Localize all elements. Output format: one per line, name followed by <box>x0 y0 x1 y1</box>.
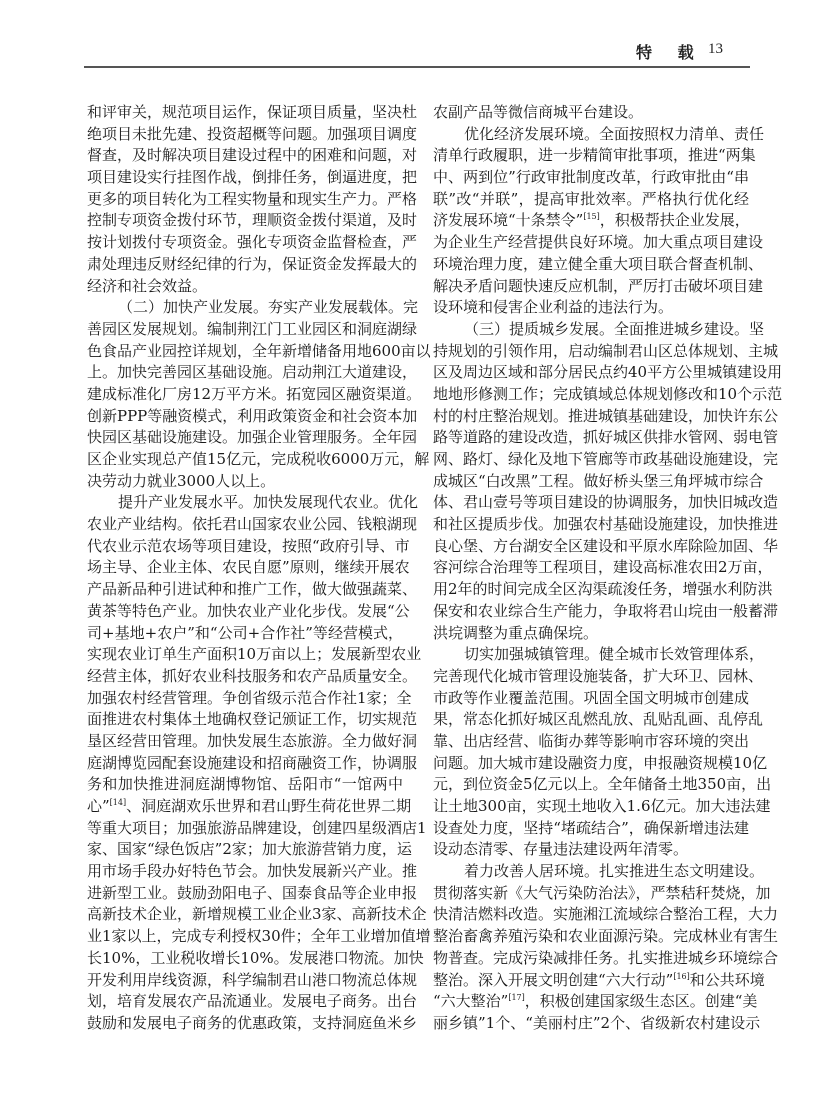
text-line <box>433 167 749 189</box>
line-text: 加强农村经营管理。争创省级示范合作社1家；全 <box>87 688 412 707</box>
line-text: 产品新品种引进试种和推广工作，做大做强蔬菜、 <box>87 580 418 599</box>
text-line <box>87 276 403 298</box>
text-line <box>87 492 419 514</box>
line-text: 肃处理违反财经纪律的行为，保证资金发挥最大的 <box>87 254 418 273</box>
line-text: 开发利用岸线资源，科学编制君山港口物流总体规 <box>87 970 418 989</box>
line-text: 优化经济发展环境。全面按照权力清单、责任 <box>464 124 765 143</box>
line-text: 洪垸调整为重点确保垸。 <box>433 623 599 642</box>
line-text: 用2年的时间完成全区沟渠疏浚任务，增强水利防洪 <box>433 580 773 599</box>
line-text: 贯彻落实新《大气污染防治法》，严禁秸秆焚烧，加 <box>433 883 771 902</box>
line-text: 整治畜禽养殖污染和农业面源污染。完成林业有害生 <box>433 927 779 946</box>
line-text: 市政等作业覆盖范围。巩固全国文明城市创建成 <box>433 688 749 707</box>
line-text: 果，常态化抓好城区乱燃乱放、乱贴乱画、乱停乱 <box>433 710 764 729</box>
line-text: 务和加快推进洞庭湖博物馆、岳阳市“一馆两中 <box>87 775 403 794</box>
line-text: 庭湖博览园配套设施建设和招商融资工作，协调服 <box>87 753 418 772</box>
text-line <box>433 579 773 601</box>
line-text: 场主导、企业主体、农民自愿”原则，继续开展农 <box>87 558 410 577</box>
text-line <box>433 818 749 840</box>
text-line <box>433 276 764 298</box>
line-text: 经济和社会效益。 <box>87 276 208 295</box>
line-text: 村的村庄整治规划。推进城镇基础建设，加快许东公 <box>433 406 779 425</box>
line-text: 中、两到位”行政审批制度改革，行政审批由“串 <box>433 168 749 187</box>
text-line <box>433 970 765 992</box>
text-line <box>433 536 779 558</box>
text-line <box>87 232 418 254</box>
text-line <box>87 254 418 276</box>
text-line <box>433 883 771 905</box>
section-title: 特 载 <box>636 43 704 62</box>
line-text: 区及周边区域和部分居民点约40平方公里城镇建设用 <box>433 363 783 382</box>
line-text: 良心堡、方台湖安全区建设和平原水库除险加固、华 <box>433 536 779 555</box>
text-line <box>87 1013 418 1035</box>
line-text: 元，到位资金5亿元以上。全年储备土地350亩，出 <box>433 775 772 794</box>
line-text: 农副产品等微信商城平台建设。 <box>433 103 644 121</box>
line-text: ，积极帮扶企业发展， <box>599 211 750 230</box>
text-line <box>433 904 779 926</box>
text-line <box>87 427 418 449</box>
text-line <box>433 623 749 645</box>
text-line <box>433 427 779 449</box>
text-line <box>433 731 749 753</box>
text-line <box>87 601 410 623</box>
text-line <box>87 883 418 905</box>
left-text-column <box>87 102 431 1035</box>
text-line <box>433 709 764 731</box>
text-line <box>87 579 418 601</box>
text-line <box>433 688 749 710</box>
text-line <box>87 709 418 731</box>
text-line <box>87 341 431 363</box>
text-line <box>433 492 779 514</box>
text-line <box>87 774 403 796</box>
line-text: 善园区发展规划。编制荆江门工业园区和洞庭湖绿 <box>87 319 418 338</box>
text-line <box>87 362 418 384</box>
text-line <box>87 861 418 883</box>
line-text: 设环境和侵害企业利益的违法行为。 <box>433 298 674 317</box>
line-text: 农业产业结构。依托君山国家农业公园、钱粮湖现 <box>87 515 418 534</box>
line-text: 整治。深入开展文明创建“六大行动” <box>433 970 674 989</box>
line-text: 上。加快完善园区基础设施。启动荆江大道建设， <box>87 363 418 382</box>
line-text: 让土地300亩，实现土地收入1.6亿元。加大违法建 <box>433 797 771 815</box>
text-line <box>433 861 765 883</box>
line-text: 代农业示范农场等项目建设，按照“政府引导、市 <box>87 536 410 555</box>
text-line <box>87 666 418 688</box>
line-text: 解决矛盾问题快速反应机制，严厉打击破坏项目建 <box>433 276 764 295</box>
text-line <box>87 124 418 146</box>
line-text: 设查处力度，坚持“堵疏结合”，确保新增违法建 <box>433 818 749 837</box>
text-line <box>87 102 418 124</box>
line-text: 区企业实现总产值15亿元，完成税收6000万元，解 <box>87 450 430 468</box>
text-line <box>87 319 418 341</box>
text-line <box>433 796 771 818</box>
line-text: 创新PPP等融资模式，利用政策资金和社会资本加 <box>87 406 418 425</box>
line-text: 体、君山壹号等项目建设的协调服务，加快旧城改造 <box>433 493 779 512</box>
text-line <box>433 601 779 623</box>
line-text: 完善现代化城市管理设施装备，扩大环卫、园林、 <box>433 666 764 685</box>
text-line <box>433 449 779 471</box>
line-text: 和社区提质步伐。加强农村基础设施建设，加快推进 <box>433 515 779 534</box>
text-line <box>433 210 749 232</box>
text-line <box>87 991 418 1013</box>
line-text: 鼓励和发展电子商务的优惠政策，支持洞庭鱼米乡 <box>87 1013 418 1032</box>
text-line <box>433 341 779 363</box>
text-line <box>433 926 779 948</box>
footnote-reference: [16] <box>673 971 690 981</box>
line-text: 垦区经营田管理。加快发展生态旅游。全力做好洞 <box>87 731 418 750</box>
line-text: 着力改善人居环境。扎实推进生态文明建设。 <box>464 862 765 881</box>
line-text: 业1家以上，完成专利授权30件；全年工业增加值增 <box>87 927 431 946</box>
line-text: 切实加强城镇管理。健全城市长效管理体系， <box>464 645 765 664</box>
line-text: 和评审关，规范项目运作，保证项目质量，坚决杜 <box>87 103 418 121</box>
text-line <box>87 839 412 861</box>
text-line <box>433 557 773 579</box>
line-text: ，积极创建国家级生态区。创建“美 <box>524 992 758 1011</box>
text-line <box>87 818 427 840</box>
text-line <box>433 232 764 254</box>
line-text: 网、路灯、绿化及地下管廊等市政基础设施建设，完 <box>433 450 779 468</box>
text-line <box>433 839 749 861</box>
text-line <box>433 362 783 384</box>
line-text: 经营主体，抓好农业科技服务和农产品质量安全。 <box>87 666 418 685</box>
line-text: 决劳动力就业3000人以上。 <box>87 471 276 490</box>
text-line <box>87 644 422 666</box>
line-text: 绝项目未批先建、投资超概等问题。加强项目调度 <box>87 124 418 143</box>
text-line <box>433 319 765 341</box>
text-line <box>87 167 418 189</box>
line-text: 长10%，工业税收增长10%。发展港口物流。加快 <box>87 948 424 967</box>
text-line <box>433 514 779 536</box>
text-line <box>433 666 764 688</box>
line-text: （三）提质城乡发展。全面推进城乡建设。坚 <box>464 319 765 338</box>
text-line <box>87 796 412 818</box>
line-text: 为企业生产经营提供良好环境。加大重点项目建设 <box>433 233 764 252</box>
line-text: 面推进农村集体土地确权登记颁证工作，切实规范 <box>87 710 418 729</box>
text-line <box>87 731 418 753</box>
text-line <box>87 297 419 319</box>
line-text: 快清洁燃料改造。实施湘江流域综合整治工程，大力 <box>433 905 779 924</box>
line-text: 联”改“并联”，提高审批效率。严格执行优化经 <box>433 189 749 208</box>
line-text: 家、国家“绿色饭店”2家；加大旅游营销力度，运 <box>87 840 412 859</box>
text-line <box>87 471 403 493</box>
line-text: 容河综合治理等工程项目，建设高标准农田2万亩， <box>433 558 773 577</box>
text-line <box>87 926 431 948</box>
text-line <box>433 102 749 124</box>
text-line <box>87 449 430 471</box>
line-text: 持规划的引领作用，启动编制君山区总体规划、主城 <box>433 341 779 360</box>
line-text: 项目建设实行挂图作战，倒排任务，倒逼进度，把 <box>87 168 418 187</box>
line-text: 保安和农业综合生产能力，争取将君山垸由一般蓄滞 <box>433 601 779 620</box>
line-text: 路等道路的建设改造，抓好城区供排水管网、弱电管 <box>433 428 779 447</box>
line-text: 、洞庭湖欢乐世界和君山野生荷花世界二期 <box>126 797 412 815</box>
line-text: 设动态清零、存量违法建设两年清零。 <box>433 840 689 859</box>
line-text: 督查，及时解决项目建设过程中的困难和问题，对 <box>87 146 418 165</box>
text-line <box>87 948 424 970</box>
text-line <box>87 970 418 992</box>
text-line <box>433 254 764 276</box>
text-line <box>433 145 756 167</box>
text-line <box>87 384 422 406</box>
line-text: 控制专项资金拨付环节，理顺资金拨付渠道，及时 <box>87 211 418 230</box>
line-text: 司+基地+农户”和“公司+合作社”等经营模式， <box>87 623 403 642</box>
line-text: 高新技术企业，新增规模工业企业3家、高新技术企 <box>87 905 427 924</box>
footnote-reference: [14] <box>109 798 127 807</box>
text-line <box>433 297 749 319</box>
footnote-reference: [15] <box>583 212 600 222</box>
text-line <box>433 384 783 406</box>
line-text: 提升产业发展水平。加快发展现代农业。优化 <box>118 493 419 512</box>
text-line <box>433 124 765 146</box>
text-line <box>433 471 764 493</box>
text-line <box>433 1013 761 1035</box>
line-text: 和公共环境 <box>689 970 765 989</box>
line-text: 划，培育发展农产品流通业。发展电子商务。出台 <box>87 992 418 1011</box>
text-line <box>433 774 772 796</box>
text-line <box>433 753 768 775</box>
line-text: 清单行政履职，进一步精简审批事项，推进“两集 <box>433 146 756 165</box>
footnote-reference: [17] <box>508 993 525 1003</box>
page-number: 13 <box>708 41 723 57</box>
text-line <box>433 991 758 1013</box>
text-line <box>87 406 418 428</box>
line-text: 色食品产业园控详规划，全年新增储备用地600亩以 <box>87 341 431 360</box>
line-text: （二）加快产业发展。夯实产业发展载体。完 <box>118 298 419 317</box>
text-line <box>433 189 749 211</box>
line-text: 济发展环境“十条禁令” <box>433 211 584 230</box>
line-text: 丽乡镇”1个、“美丽村庄”2个、省级新农村建设示 <box>433 1013 761 1032</box>
line-text: 快园区基础设施建设。加强企业管理服务。全年园 <box>87 428 418 447</box>
right-text-column <box>433 102 783 1035</box>
text-line <box>87 514 418 536</box>
line-text: 成城区“白改黑”工程。做好桥头堡三角坪城市综合 <box>433 471 764 490</box>
text-line <box>87 753 418 775</box>
line-text: 心” <box>87 797 110 815</box>
line-text: 靠、出店经营、临街办葬等影响市容环境的突出 <box>433 731 749 750</box>
line-text: 实现农业订单生产面积10万亩以上；发展新型农业 <box>87 645 422 664</box>
line-text: 用市场手段办好特色节会。加快发展新兴产业。推 <box>87 862 418 881</box>
line-text: 按计划拨付专项资金。强化专项资金监督检查，严 <box>87 233 418 252</box>
line-text: 建成标准化厂房12万平方米。拓宽园区融资渠道。 <box>87 384 422 403</box>
line-text: 环境治理力度，建立健全重大项目联合督查机制、 <box>433 254 764 273</box>
header-divider <box>84 66 750 68</box>
line-text: 黄茶等特色产业。加快农业产业化步伐。发展“公 <box>87 601 410 620</box>
text-line <box>87 623 403 645</box>
line-text: 问题。加大城市建设融资力度，申报融资规模10亿 <box>433 753 768 772</box>
line-text: 更多的项目转化为工程实物量和现实生产力。严格 <box>87 189 418 208</box>
text-line <box>87 904 427 926</box>
text-line <box>87 145 418 167</box>
line-text: “六大整治” <box>433 992 509 1011</box>
text-line <box>433 948 779 970</box>
line-text: 等重大项目；加强旅游品牌建设，创建四星级酒店1 <box>87 818 427 837</box>
line-text: 物普查。完成污染减排任务。扎实推进城乡环境综合 <box>433 948 779 967</box>
text-line <box>87 688 412 710</box>
text-line <box>87 210 418 232</box>
line-text: 进新型工业。鼓励劲阳电子、国泰食品等企业申报 <box>87 883 418 902</box>
text-line <box>87 189 418 211</box>
text-line <box>87 536 410 558</box>
text-line <box>433 644 765 666</box>
line-text: 地地形修测工作；完成镇域总体规划修改和10个示范 <box>433 384 783 403</box>
text-line <box>87 557 410 579</box>
text-line <box>433 406 779 428</box>
